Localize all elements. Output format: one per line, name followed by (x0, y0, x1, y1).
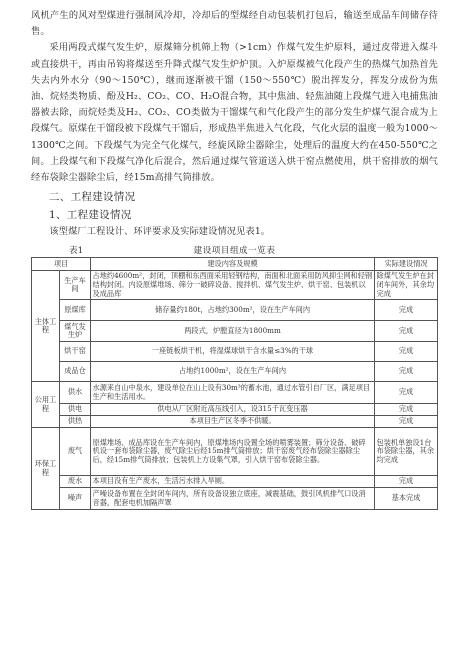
group-name: 主体工程 (32, 271, 60, 382)
paragraph-gasifier-process: 采用两段式煤气发生炉，原煤筛分机筛上物（>1cm）作煤气发生炉原料，通过皮带进入煤斗或直接烘干，再由吊钩将煤送至升降式煤气发生炉炉顶。入炉原煤被气化段产生的热煤气加热首先失去内外水分（90～150℃），继而逐渐被干馏（150～550℃）脱出挥发分，挥发分成份为焦油、烷烃类物质、酚及H₂、CO₂、CO、H₂O混合物，其中焦油、轻焦油随上段煤气进入电捕焦油器被去除，而烷烃类及H₂、CO₂、CO类做为干馏煤气和气化段产生的部分发生炉煤气混合成为上段煤气。原煤在干馏段被下段煤气干馏后，形成热半焦进入气化段，气化火层的温度一般为1000～1300℃之间。下段煤气为完全气化煤气，经旋风除尘器除尘，处理后的温度大约在450-550℃之间。上段煤气和下段煤气净化后混合，然后通过煤气管道送入烘干窑点燃使用，烘干窑排放的烟气经布袋除尘器除尘后，经15m高排气筒排放。 (31, 42, 438, 184)
row-item: 废气 (60, 428, 91, 476)
row-item: 烘干窑 (60, 342, 91, 362)
header-project: 项目 (32, 258, 91, 271)
group-name: 环保工程 (32, 428, 60, 510)
row-item: 供热 (60, 416, 91, 428)
row-content: 原煤堆场、成品库设在生产车间内，原煤堆场内设置全场的喷雾装置；筛分设备、破碎机设一套布袋除尘器，废气除尘后经15m排气筒排放；烘干窑废气经布袋除尘器除尘后，经15m排气筒排放；包装机上方设集气罩，引入烘干窑布袋除尘器。 (91, 428, 375, 476)
paragraph-table-intro: 该型煤厂工程设计、环评要求及实际建设情况见表1。 (49, 226, 271, 238)
row-item: 供电 (60, 404, 91, 416)
row-actual: 完成 (375, 300, 438, 321)
row-actual: 完成 (375, 416, 438, 428)
group-name: 公用工程 (32, 382, 60, 428)
table-number: 表1 (69, 246, 84, 257)
table-row (32, 382, 438, 404)
row-content: 水源来自山中泉水，建设单位在山上设有30m³的蓄水池，通过水管引自厂区，满足项目生产和生活用水。 (91, 382, 375, 404)
table-caption (31, 242, 438, 257)
row-item: 供水 (60, 382, 91, 404)
table-row (32, 300, 438, 321)
table-row (32, 488, 438, 510)
table-row (32, 362, 438, 382)
table-header-row (32, 258, 438, 271)
row-item: 成品仓 (60, 362, 91, 382)
row-actual: 包装机单独设1台布袋除尘器，其余均完成 (375, 428, 438, 476)
row-content: 储存量约180t，占地约300m²，设在生产车间内 (91, 300, 375, 321)
table-row (32, 271, 438, 300)
table-row (32, 342, 438, 362)
row-content: 产噪设备布置在全封闭车间内，所有设备设独立底座，减震基础，鼓引风机排气口设消音器，配套电机加隔声罩 (91, 488, 375, 510)
row-actual: 完成 (375, 476, 438, 488)
construction-components-table (31, 257, 438, 510)
row-item: 生产车间 (60, 271, 91, 300)
row-actual: 完成 (375, 321, 438, 342)
row-item: 原煤库 (60, 300, 91, 321)
header-actual: 实际建设情况 (375, 258, 438, 271)
row-content: 本项目没有生产废水，生活污水排入旱厕。 (91, 476, 375, 488)
table-row (32, 321, 438, 342)
section-heading: 二、工程建设情况 (49, 191, 136, 204)
row-content: 占地约1000m²，设在生产车间内 (91, 362, 375, 382)
row-content: 占地约4600m²，封闭，顶棚和东西面采用轻钢结构，南面和北面采用防风抑尘网和轻钢结构封闭。内设原煤堆场、筛分一破碎设备、搅拌机、煤气发生炉、烘干窑、包装机以及成品库 (91, 271, 375, 300)
row-content: 两段式，炉膛直径为1800mm (91, 321, 375, 342)
row-content: 一座链板烘干机，将湿煤球烘干含水量≤3%的干球 (91, 342, 375, 362)
table-title: 建设项目组成一览表 (193, 246, 276, 257)
subsection-heading: 1、工程建设情况 (49, 209, 132, 222)
row-item: 煤气发生炉 (60, 321, 91, 342)
table-row (32, 428, 438, 476)
header-content: 建设内容及规模 (91, 258, 375, 271)
row-actual: 完成 (375, 404, 438, 416)
row-actual: 完成 (375, 362, 438, 382)
row-content: 本项目生产区冬季不供暖。 (91, 416, 375, 428)
row-actual: 除煤气发生炉在封闭车间外，其余均完成 (375, 271, 438, 300)
table-row (32, 404, 438, 416)
paragraph-intro: 风机产生的风对型煤进行强制风冷却，冷却后的型煤经自动包装机打包后，输送至成品车间储存待售。 (31, 10, 438, 38)
row-item: 噪声 (60, 488, 91, 510)
row-actual: 完成 (375, 382, 438, 404)
row-actual: 基本完成 (375, 488, 438, 510)
row-content: 供电从厂区附近高压线引入，设315千瓦变压器 (91, 404, 375, 416)
table-row (32, 476, 438, 488)
row-item: 废水 (60, 476, 91, 488)
row-actual: 完成 (375, 342, 438, 362)
table-row (32, 416, 438, 428)
